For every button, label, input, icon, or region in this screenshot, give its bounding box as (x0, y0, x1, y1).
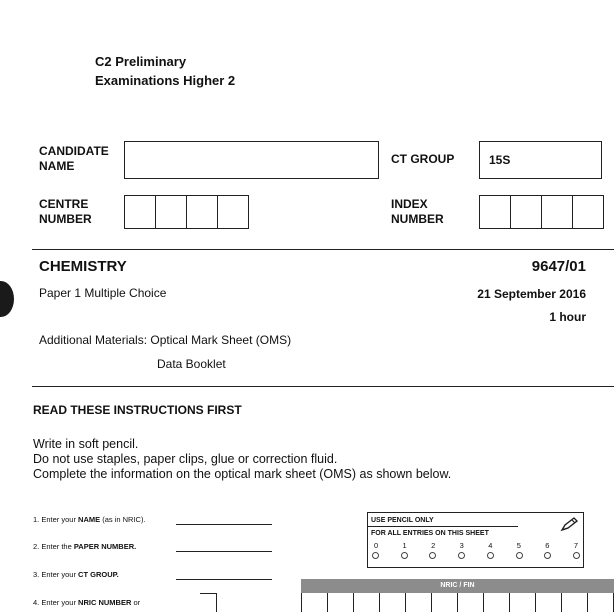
step-3 (33, 570, 119, 579)
instruction-line: Complete the information on the optical mark sheet (OMS) as shown below. (33, 467, 452, 481)
oms-bubble[interactable] (516, 552, 523, 559)
centre-cell[interactable] (217, 195, 249, 229)
instruction-line: Do not use staples, paper clips, glue or correction fluid. (33, 452, 338, 466)
oms-bubble[interactable] (401, 552, 408, 559)
index-cell[interactable] (479, 195, 511, 229)
step-suffix: or (131, 598, 141, 607)
oms-digit: 2 (431, 541, 436, 550)
step-suffix: (as in NRIC). (100, 515, 146, 524)
oms-digit: 5 (516, 541, 521, 550)
index-cell[interactable] (510, 195, 542, 229)
nric-cell[interactable] (588, 593, 614, 612)
title-line-2: Examinations Higher 2 (95, 73, 236, 88)
nric-cell[interactable] (562, 593, 588, 612)
centre-cell[interactable] (124, 195, 156, 229)
oms-sample-box (367, 512, 584, 568)
oms-line2: FOR ALL ENTRIES ON THIS SHEET (371, 530, 489, 537)
title-line-1: C2 Preliminary (95, 54, 187, 69)
step-2 (33, 542, 136, 551)
nric-fin-grid (301, 593, 615, 612)
step-prefix: 2. Enter the (33, 542, 74, 551)
step-prefix: 3. Enter your (33, 570, 79, 579)
candidate-label-line1: CANDIDATE (39, 144, 109, 158)
subject-title: CHEMISTRY (39, 258, 127, 275)
index-cell[interactable] (541, 195, 573, 229)
candidate-name-label (39, 144, 109, 174)
nric-cell[interactable] (354, 593, 380, 612)
pencil-icon (559, 516, 579, 533)
step-4 (33, 598, 140, 607)
oms-digit: 0 (374, 541, 379, 550)
nric-cell[interactable] (484, 593, 510, 612)
candidate-name-box[interactable] (124, 141, 379, 179)
ct-group-label: CT GROUP (391, 152, 455, 166)
index-label-line1: INDEX (391, 197, 428, 211)
oms-digit: 4 (488, 541, 493, 550)
oms-bubble[interactable] (544, 552, 551, 559)
nric-cell[interactable] (380, 593, 406, 612)
oms-digit: 1 (402, 541, 407, 550)
instructions-heading: READ THESE INSTRUCTIONS FIRST (33, 403, 242, 417)
oms-bubble[interactable] (487, 552, 494, 559)
document-title (95, 52, 235, 90)
instruction-line: Write in soft pencil. (33, 437, 139, 451)
index-cell[interactable] (572, 195, 604, 229)
step-2-line (176, 551, 272, 552)
exam-date: 21 September 2016 (477, 287, 586, 301)
step-emphasis: NAME (78, 515, 101, 524)
binding-hole-mark (0, 281, 14, 317)
exam-duration: 1 hour (549, 310, 586, 324)
oms-digit: 3 (459, 541, 464, 550)
step-prefix: 1. Enter your (33, 515, 79, 524)
step-3-line (176, 579, 272, 580)
ct-group-box[interactable] (479, 141, 602, 179)
oms-digit: 6 (545, 541, 550, 550)
oms-digit-row (374, 541, 578, 550)
divider-top (32, 249, 614, 250)
step-emphasis: CT GROUP. (78, 570, 119, 579)
nric-cell[interactable] (432, 593, 458, 612)
oms-bubble[interactable] (573, 552, 580, 559)
oms-bubble[interactable] (372, 552, 379, 559)
centre-number-cells (124, 195, 248, 229)
centre-label-line1: CENTRE (39, 197, 89, 211)
step-emphasis: PAPER NUMBER. (73, 542, 137, 551)
nric-cell[interactable] (510, 593, 536, 612)
instructions-body (33, 437, 451, 482)
oms-line1: USE PENCIL ONLY (371, 517, 434, 524)
nric-cell[interactable] (406, 593, 432, 612)
step-1 (33, 515, 146, 524)
materials-data-booklet: Data Booklet (157, 357, 226, 371)
divider-middle (32, 386, 614, 387)
additional-materials: Additional Materials: Optical Mark Sheet (OMS) (39, 333, 292, 347)
nric-cell[interactable] (458, 593, 484, 612)
nric-cell[interactable] (536, 593, 562, 612)
step-prefix: 4. Enter your (33, 598, 79, 607)
oms-digit: 7 (573, 541, 578, 550)
oms-bubble[interactable] (429, 552, 436, 559)
step-4-bracket (200, 593, 217, 612)
index-label-line2: NUMBER (391, 212, 444, 226)
paper-code: 9647/01 (531, 258, 586, 275)
index-number-label (391, 197, 444, 227)
step-emphasis: NRIC NUMBER (78, 598, 132, 607)
centre-label-line2: NUMBER (39, 212, 92, 226)
step-1-line (176, 524, 272, 525)
ct-group-value: 15S (489, 153, 511, 167)
paper-description: Paper 1 Multiple Choice (39, 286, 167, 300)
oms-bubble-row (372, 552, 580, 559)
centre-number-label (39, 197, 92, 227)
centre-cell[interactable] (186, 195, 218, 229)
nric-cell[interactable] (328, 593, 354, 612)
nric-cell[interactable] (302, 593, 328, 612)
centre-cell[interactable] (155, 195, 187, 229)
oms-separator (368, 526, 518, 527)
nric-fin-header: NRIC / FIN (301, 579, 614, 593)
index-number-cells (479, 195, 603, 229)
oms-bubble[interactable] (458, 552, 465, 559)
candidate-label-line2: NAME (39, 159, 75, 173)
